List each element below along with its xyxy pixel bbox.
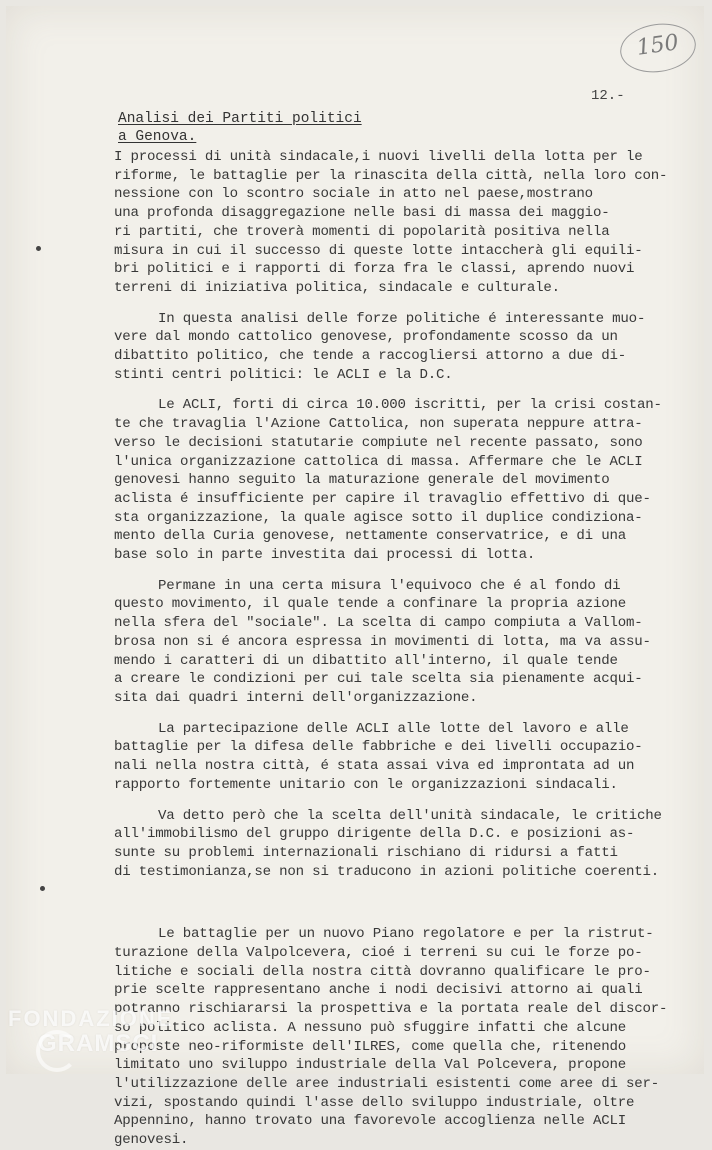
archive-stamp-number: 150 (635, 30, 681, 61)
title-line-1: Analisi dei Partiti politici (118, 111, 362, 127)
paragraph-unita-sindacale: Va detto però che la scelta dell'unità sindacale, le critiche all'immobilismo del gruppo dirigente della D.C. e posizioni as- sunte su problemi internazionali rischiano di ridursi a fatti di testimonianza,se non si traducono in azioni politiche coerenti. (114, 807, 662, 880)
document-page (6, 6, 704, 1149)
page-number: 12.- (591, 88, 625, 104)
watermark-logo-icon (36, 1030, 78, 1072)
archive-watermark (8, 1006, 173, 1058)
paragraph-acli-iscritti: Le ACLI, forti di circa 10.000 iscritti, per la crisi costan- te che travaglia l'Azione Cattolica, non superata neppure attra- verso le decisioni statutarie compiute nel recente passato, sono l'unica organizzazione cattolica di massa. Affermare che le ACLI genovesi hanno seguito la maturazione generale del movimento aclista é insufficiente per capire il travaglio effettivo di que- sta organizzazione, la quale agisce sotto il duplice condiziona- mento della Curia genovese, nettamente conservatrice, e di una base solo in parte investita dai processi di lotta. (114, 397, 662, 564)
paragraph-piano-regolatore: Le battaglie per un nuovo Piano regolatore e per la ristrut- turazione della Valpolcevera, cioé i terreni su cui le forze po- litiche e sociali della nostra città dovranno qualificare le pro- prie scelte rappresentano anche i nodi decisivi attorno ai quali potranno rischiararsi la prospettiva e la portata reale del discor- so politico aclista. A nessuno può sfuggire infatti che alcune proposte neo-riformiste dell'ILRES, come quella che, ritenendo limitato uno sviluppo industriale della Val Polcevera, propone l'utilizzazione delle aree industriali esistenti come aree di ser- vizi, spostando quindi l'asse dello sviluppo industriale, oltre Appennino, hanno trovato una favorevole accoglienza nelle ACLI genovesi. (114, 926, 668, 1149)
paragraph-intro: I processi di unità sindacale,i nuovi livelli della lotta per le riforme, le battaglie per la rinascita della città, nella loro con- nessione con lo scontro sociale in atto nel paese,mostrano una profonda disaggregazione nelle basi di massa dei maggio- ri partiti, che troverà momenti di popolarità positiva nella misura in cui il successo di queste lotte intaccherà gli equili- bri politici e i rapporti di forza fra le classi, aprendo nuovi terreni di iniziativa politica, sindacale e culturale. (114, 149, 668, 296)
archive-stamp (617, 19, 699, 77)
margin-dot-mark (36, 246, 41, 251)
watermark-top-text: FONDAZIONE (8, 1006, 174, 1031)
body-text (114, 148, 674, 1150)
watermark-bottom-text: GRAMSCI (38, 1030, 159, 1057)
title-line-2: a Genova. (118, 129, 197, 145)
margin-dot-mark (40, 886, 45, 891)
paragraph-cattolici: In questa analisi delle forze politiche é interessante muo- vere dal mondo cattolico genovese, profondamente scosso da un dibattito politico, che tende a raccogliersi attorno a due di- stinti centri politici: le ACLI e la D.C. (114, 310, 646, 383)
paragraph-partecipazione: La partecipazione delle ACLI alle lotte del lavoro e alle battaglie per la difesa delle fabbriche e dei livelli occupazio- nali nella nostra città, é stata assai viva ed improntata ad un rapporto fortemente unitario con le organizzazioni sindacali. (114, 720, 643, 793)
paragraph-equivoco: Permane in una certa misura l'equivoco che é al fondo di questo movimento, il quale tende a confinare la propria azione nella sfera del "sociale". La scelta di campo compiuta a Vallom- brosa non si é ancora espressa in movimenti di lotta, ma va assu- mendo i caratteri di un dibattito all'interno, il quale tende a creare le condizioni per cui tale scelta sia pienamente acqui- sita dai quadri interni dell'organizzazione. (114, 577, 651, 706)
document-title (118, 110, 362, 146)
